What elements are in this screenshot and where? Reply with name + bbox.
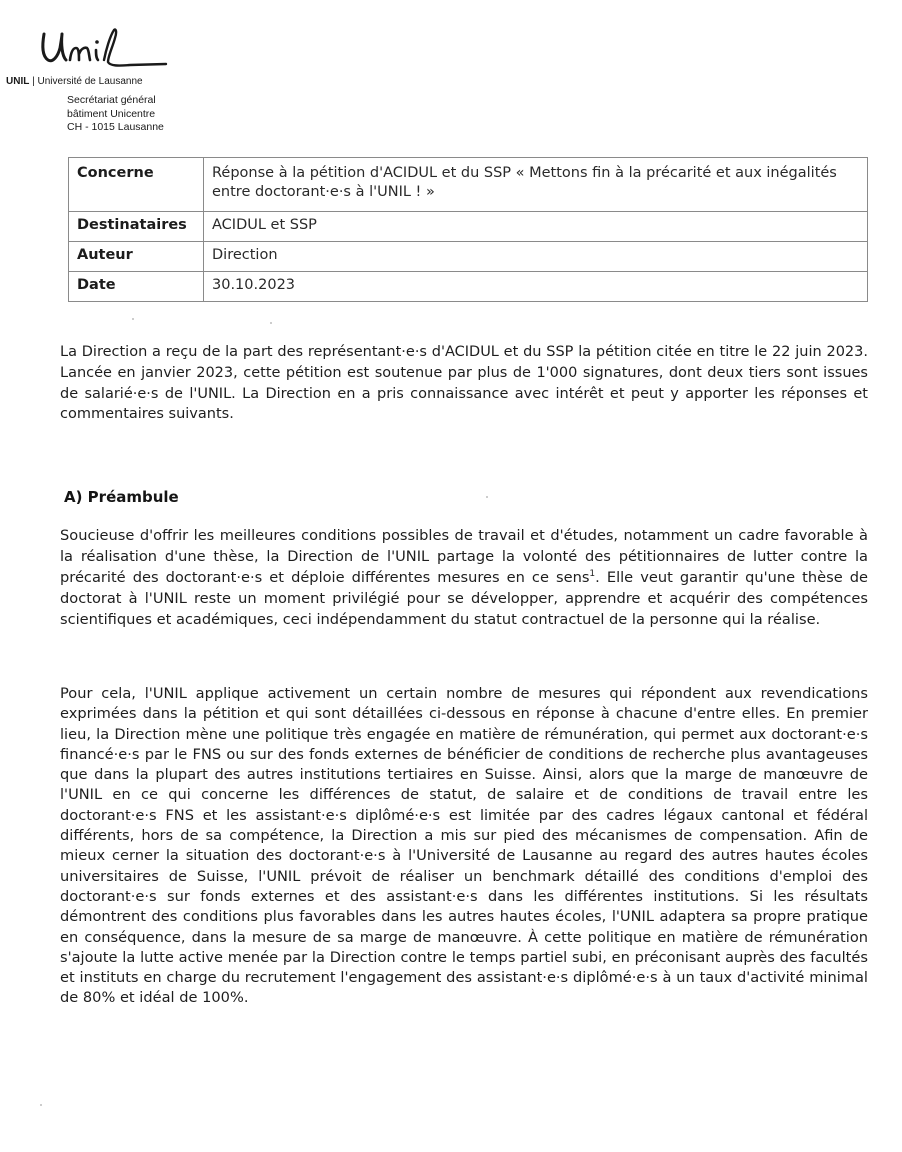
address-line: Secrétariat général: [67, 94, 156, 106]
meta-label: Date: [69, 272, 204, 302]
scan-speck: [132, 318, 134, 320]
org-abbr: UNIL: [6, 76, 30, 87]
meta-value: 30.10.2023: [204, 272, 868, 302]
preamble-paragraph-2: Pour cela, l'UNIL applique activement un certain nombre de mesures qui répondent aux revendications exprimées dans la pétition et qui sont détaillées ci-dessous en réponse à chacune d'entre elles. En premier lieu, la Direction mène une politique très engagée en matière de rémunération, qui permet aux doctorant·e·s financé·e·s par le FNS ou sur des fonds externes de bénéficier de conditions de recherche plus avantageuses que dans la plupart des autres institutions tertiaires en Suisse. Ainsi, alors que la marge de manœuvre de l'UNIL en ce qui concerne les différences de statut, de salaire et de conditions de travail entre les doctorant·e·s FNS et les assistant·e·s diplômé·e·s est limitée par des cadres légaux cantonal et fédéral différents, hors de sa compétence, la Direction a mis sur pied des mécanismes de compensation. Afin de mieux cerner la situation des doctorant·e·s à l'Université de Lausanne au regard des autres hautes écoles universitaires de Suisse, l'UNIL prévoit de réaliser un benchmark détaillé des conditions d'emploi des doctorant·e·s sur fonds externes et des assistant·e·s dans les différentes institutions. Si les résultats démontrent des conditions plus favorables dans les autres hautes écoles, l'UNIL adaptera sa propre pratique en conséquence, dans la mesure de sa marge de manœuvre. À cette politique en matière de rémunération s'ajoute la lutte active menée par la Direction contre le temps partiel subi, en préconisant auprès des facultés et instituts en charge du recrutement l'engagement des assistant·e·s diplômé·e·s à un taux d'activité minimal de 80% et idéal de 100%.: [60, 685, 868, 1007]
meta-value: ACIDUL et SSP: [204, 212, 868, 242]
scan-speck: [486, 496, 488, 498]
meta-row-auteur: [69, 242, 868, 272]
scan-speck: [40, 1104, 42, 1106]
meta-row-concerne: [69, 158, 868, 212]
footnote-ref[interactable]: 1: [589, 568, 596, 579]
address-line: bâtiment Unicentre: [67, 107, 156, 120]
meta-row-date: [69, 272, 868, 302]
sender-address: [67, 94, 164, 135]
meta-value: Réponse à la pétition d'ACIDUL et du SSP « Mettons fin à la précarité et aux inégalités entre doctorant·e·s à l'UNIL ! »: [204, 158, 868, 212]
org-name: Université de Lausanne: [37, 76, 143, 87]
meta-label: Destinataires: [69, 212, 204, 242]
paragraph-text: Soucieuse d'offrir les meilleures conditions possibles de travail et d'études, notamment un cadre favorable à la réalisation d'une thèse, la Direction de l'UNIL partage la volonté des pétitionnaires de lutter contre la précarité des doctorant·e·s et déploie différentes mesures en ce sens: [60, 527, 868, 586]
org-line: UNIL | Université de Lausanne: [6, 76, 143, 87]
meta-label: Auteur: [69, 242, 204, 272]
meta-label: Concerne: [69, 158, 204, 212]
scan-speck: [270, 322, 272, 324]
preamble-paragraph-1: [60, 526, 868, 631]
meta-value: Direction: [204, 242, 868, 272]
document-meta-table: [68, 157, 868, 302]
section-heading: A) Préambule: [64, 488, 179, 506]
unil-logo-signature: [38, 26, 168, 72]
address-line: CH - 1015 Lausanne: [67, 121, 164, 133]
paragraph-text: . Elle veut garantir qu'une thèse de doctorat à l'UNIL reste un moment privilégié pour se développer, apprendre et acquérir des compétences scientifiques et académiques, ceci indépendamment du statut contractuel de la personne qui la réalise.: [60, 568, 868, 628]
meta-row-destinataires: [69, 212, 868, 242]
intro-paragraph: La Direction a reçu de la part des représentant·e·s d'ACIDUL et du SSP la pétition citée en titre le 22 juin 2023. Lancée en janvier 2023, cette pétition est soutenue par plus de 1'000 signatures, dont deux tiers sont issues de salarié·e·s de l'UNIL. La Direction en a pris connaissance avec intérêt et peut y apporter les réponses et commentaires suivants.: [60, 344, 868, 423]
